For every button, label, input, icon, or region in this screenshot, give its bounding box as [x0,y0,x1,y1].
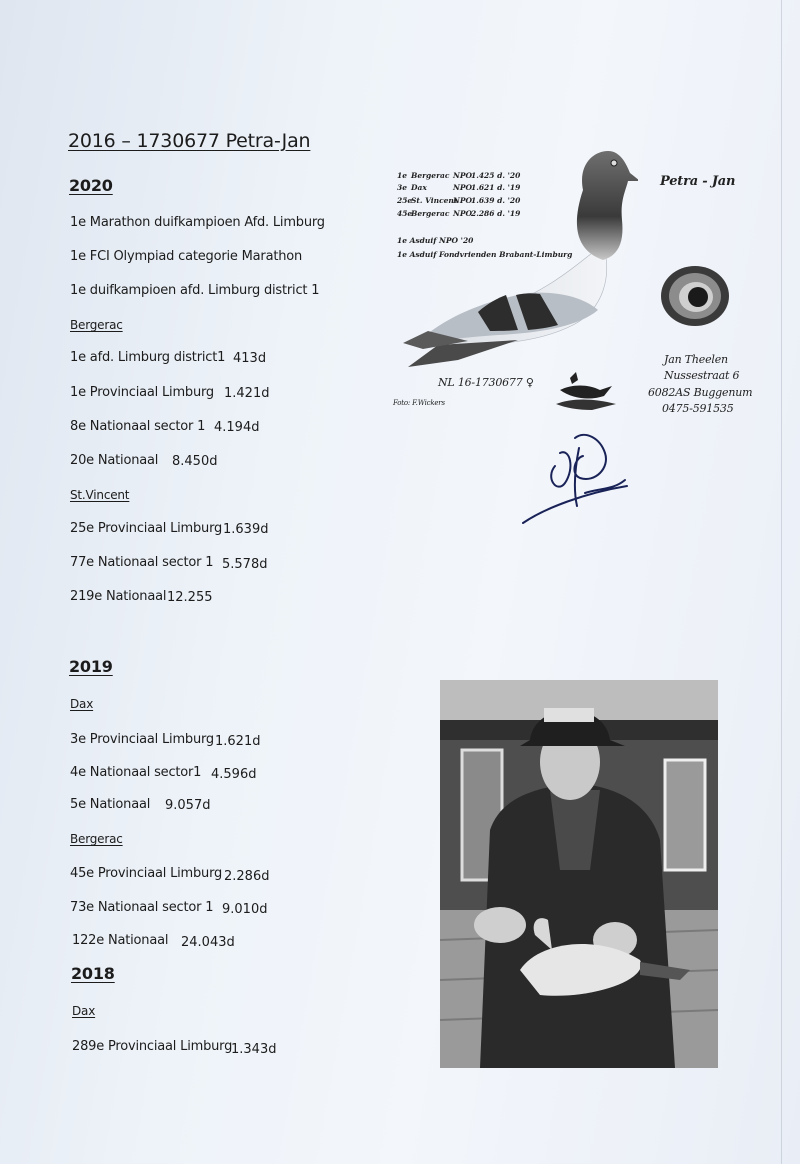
card-pigeon-name: Petra - Jan [660,174,736,189]
owner-photo [440,680,718,1068]
race-name: Dax [70,697,94,711]
owner-phone: 0475-591535 [662,402,734,415]
result-place: 3e Provinciaal Limburg [70,732,214,747]
card-ring-number: NL 16-1730677 ♀ [438,376,534,389]
pigeon-picture [398,145,638,370]
year-heading-2018: 2018 [71,964,115,983]
pigeon-eye-picture [660,265,730,327]
result-place: 289e Provinciaal Limburg [72,1039,233,1054]
owner-city: 6082AS Buggenum [648,386,753,399]
owner-street: Nussestraat 6 [664,369,740,382]
result-place: 1e Provinciaal Limburg [70,385,214,400]
title-line: 1e FCI Olympiad categorie Marathon [70,249,303,264]
result-place: 1e afd. Limburg district1 [70,350,226,365]
year-heading-2020: 2020 [69,176,113,195]
result-count: 9.010d [222,902,268,917]
year-heading-2019: 2019 [69,657,113,676]
race-name: St.Vincent [70,488,130,502]
result-count: 2.286d [224,869,270,884]
result-place: 20e Nationaal [70,453,159,468]
result-count: 413d [233,351,267,366]
result-count: 1.639d [223,522,269,537]
result-place: 77e Nationaal sector 1 [70,555,214,570]
result-count: 8.450d [172,454,218,469]
race-name: Bergerac [70,318,123,332]
card-asduif: 1e Asduif Fondvrienden Brabant-Limburg [397,250,573,259]
result-count: 24.043d [181,935,235,950]
handwritten-signature [515,428,635,528]
document-page: 2016 – 1730677 Petra-Jan 2020 1e Marathon duifkampioen Afd. Limburg 1e FCI Olympiad categorie Marathon 1e duifkampioen afd. Limburg district 1 Bergerac 1e afd. Limburg district1 413d 1e Provinciaal Limburg 1.421d 8e Nationaal sector 1 4.194d 20e Nationaal 8.450d St.Vincent 25e Provinciaal Limburg 1.639d 77e Nationaal sector 1 5.578d 219e Nationaal 12.255 2019 Dax 3e Provinciaal Limburg 1.621d 4e Nationaal sector1 4.596d 5e Nationaal 9.057d Bergerac 45e Provinciaal Limburg 2.286d 73e Nationaal sector 1 9.010d 122e Nationaal 24.043d 2018 Dax 289e Provinciaal Limburg 1.343d 1e Bergerac NPO 1.425 d. '20 3e Dax NPO 1.621 d. '19 25e St. Vincent NPO 1.639 d. '20 45e Bergerac NPO 2.286 d. '19 1e Asduif NPO '20 1e Asduif Fondvrienden Brabant-Limburg Petra - Jan NL 16-1730677 ♀ Foto: F.Wickers Jan Theelen Nussestraat 6 6082AS Buggenum 0475-591535 [0,0,800,1164]
result-place: 25e Provinciaal Limburg [70,521,223,536]
club-logo-icon [552,370,622,412]
result-count: 9.057d [165,798,211,813]
race-name: Bergerac [70,832,123,846]
owner-name: Jan Theelen [664,353,728,366]
result-place: 219e Nationaal [70,589,167,604]
result-place: 122e Nationaal [72,933,169,948]
result-count: 1.621d [215,734,261,749]
result-place: 45e Provinciaal Limburg [70,866,223,881]
result-count: 1.343d [231,1042,277,1057]
title-line: 1e duifkampioen afd. Limburg district 1 [70,283,320,298]
card-asduif: 1e Asduif NPO '20 [397,236,474,245]
result-count: 4.596d [211,767,257,782]
result-count: 12.255 [167,590,213,605]
result-count: 4.194d [214,420,260,435]
result-place: 8e Nationaal sector 1 [70,419,206,434]
document-title: 2016 – 1730677 Petra-Jan [68,130,311,152]
result-count: 5.578d [222,557,268,572]
result-place: 4e Nationaal sector1 [70,765,202,780]
race-name: Dax [72,1004,96,1018]
card-photo-credit: Foto: F.Wickers [393,399,445,407]
result-place: 5e Nationaal [70,797,151,812]
result-count: 1.421d [224,386,270,401]
title-line: 1e Marathon duifkampioen Afd. Limburg [70,215,325,230]
result-place: 73e Nationaal sector 1 [70,900,214,915]
